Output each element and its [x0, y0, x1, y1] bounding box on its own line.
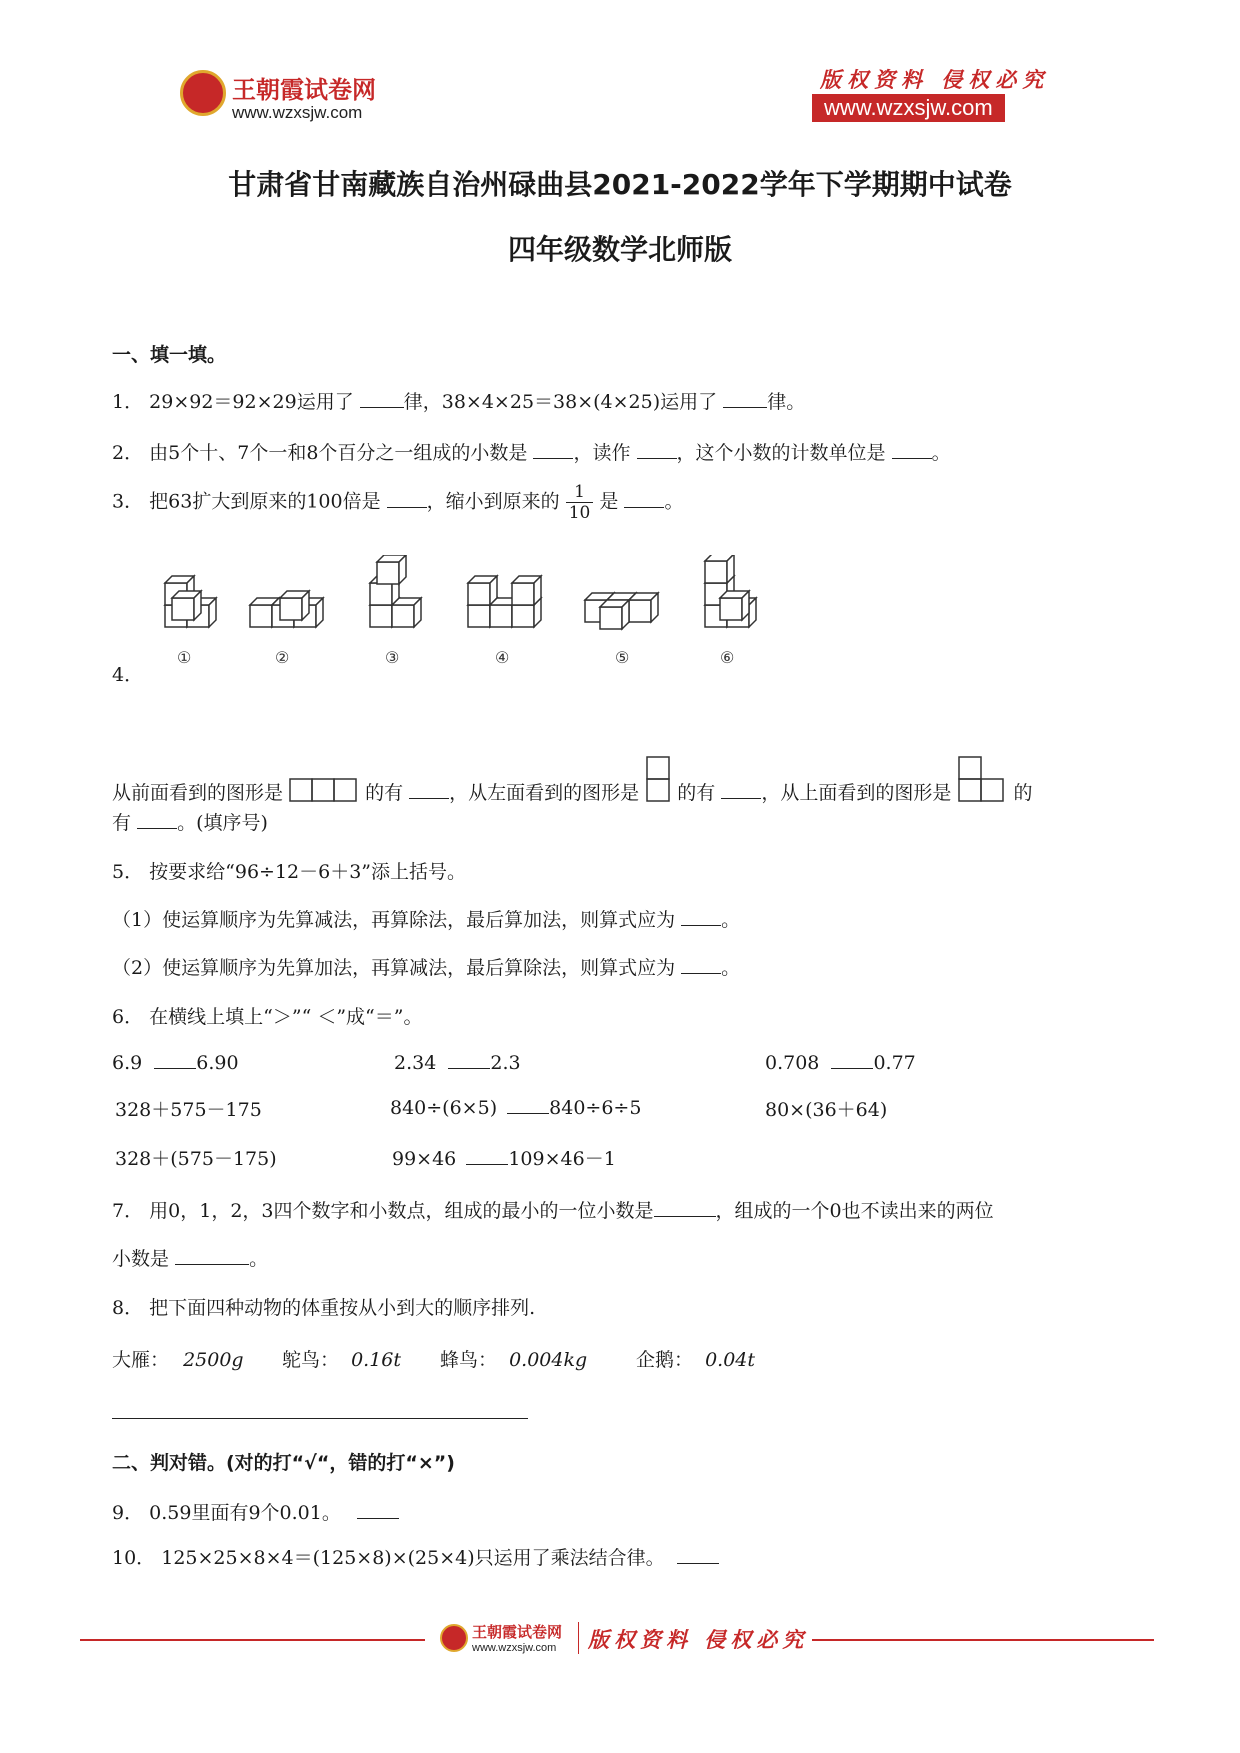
compare-right: 0.77 — [873, 1052, 916, 1074]
footer-logo-icon — [440, 1624, 468, 1652]
answer-blank[interactable] — [681, 907, 721, 926]
answer-blank[interactable] — [721, 780, 761, 799]
figure-label: ⑤ — [615, 648, 630, 667]
compare-left: 6.9 — [112, 1052, 143, 1074]
question-text: 有 — [112, 812, 132, 834]
question-text: 律。 — [767, 391, 806, 413]
question-1 — [112, 387, 805, 414]
copyright-notice: 版权资料 侵权必究 — [820, 67, 1050, 92]
compare-right: 2.3 — [490, 1052, 521, 1074]
animal-name: 鸵鸟： — [282, 1349, 340, 1371]
question-6 — [112, 1002, 422, 1029]
answer-blank[interactable] — [360, 389, 404, 408]
question-2 — [112, 438, 951, 465]
question-text: 小数是 — [112, 1248, 170, 1270]
cube-figure-3 — [370, 555, 421, 627]
compare-item — [392, 1144, 616, 1171]
question-number: 5． — [112, 861, 144, 883]
answer-line[interactable] — [112, 1418, 528, 1419]
answer-blank[interactable] — [409, 780, 449, 799]
question-text: 的有 — [677, 782, 716, 804]
logo-name: 王朝霞试卷网 — [232, 76, 376, 104]
question-text: 的 — [1013, 782, 1033, 804]
exam-subtitle: 四年级数学北师版 — [507, 233, 732, 266]
question-text: ，读作 — [573, 442, 631, 464]
fraction — [566, 482, 594, 523]
answer-blank[interactable] — [154, 1050, 196, 1069]
compare-right: 6.90 — [196, 1052, 239, 1074]
question-text: ，组成的一个0也不读出来的两位 — [715, 1200, 994, 1222]
animal-weight-value: 0.16t — [351, 1349, 402, 1371]
answer-blank[interactable] — [466, 1146, 508, 1165]
question-5-part-1 — [112, 905, 740, 932]
question-text: 。 — [721, 957, 741, 979]
question-text: ，从上面看到的图形是 — [761, 782, 952, 804]
compare-right: 840÷6÷5 — [549, 1097, 642, 1119]
site-logo-icon — [180, 70, 226, 116]
answer-blank[interactable] — [723, 389, 767, 408]
question-text: 。 — [931, 442, 951, 464]
footer-divider-left — [80, 1639, 425, 1641]
top-view-shape — [957, 755, 1007, 803]
question-number: 3． — [112, 490, 144, 513]
question-7-line-1 — [112, 1196, 994, 1223]
figure-label: ④ — [495, 648, 510, 667]
question-text: ，从左面看到的图形是 — [449, 782, 640, 804]
question-number: 6． — [112, 1006, 144, 1028]
question-4-line-1 — [112, 755, 1032, 805]
fraction-numerator: 1 — [566, 482, 594, 503]
compare-expression: 328＋575－175 — [115, 1099, 262, 1121]
compare-item — [390, 1095, 641, 1119]
compare-left: 99×46 — [392, 1148, 457, 1170]
question-text: 。 — [721, 909, 741, 931]
question-7-line-2 — [112, 1244, 268, 1271]
figure-label: ① — [177, 648, 192, 667]
question-text: 。 — [249, 1248, 269, 1270]
animal-weight-value: 0.04t — [705, 1349, 756, 1371]
question-4-line-2 — [112, 808, 268, 835]
cube-figure-1 — [165, 576, 216, 627]
animal-name: 蜂鸟： — [440, 1349, 498, 1371]
question-text: 。(填序号) — [177, 812, 268, 834]
question-text: 律，38×4×25＝38×(4×25)运用了 — [403, 391, 718, 413]
compare-item — [394, 1050, 521, 1074]
section-heading-fill: 一、填一填。 — [112, 344, 227, 366]
figure-label: ③ — [385, 648, 400, 667]
question-text: 125×25×8×4＝(125×8)×(25×4)只运用了乘法结合律。 — [161, 1547, 665, 1569]
animal-name: 大雁： — [112, 1349, 170, 1371]
cube-figure-5 — [585, 593, 658, 629]
question-text: 29×92＝92×29运用了 — [149, 391, 354, 413]
question-text: （1）使运算顺序为先算减法，再算除法，最后算加法，则算式应为 — [112, 909, 676, 931]
question-text: 把下面四种动物的体重按从小到大的顺序排列. — [149, 1297, 536, 1319]
footer-copyright: 版权资料 侵权必究 — [588, 1627, 809, 1652]
answer-blank[interactable] — [175, 1246, 249, 1265]
question-5 — [112, 857, 466, 884]
footer-logo-name: 王朝霞试卷网 — [472, 1623, 563, 1641]
question-number: 4． — [112, 664, 144, 686]
question-text: 的有 — [365, 782, 404, 804]
question-text: 0.59里面有9个0.01。 — [149, 1502, 341, 1524]
animal-name: 企鹅： — [636, 1349, 694, 1371]
question-text: （2）使运算顺序为先算加法，再算减法，最后算除法，则算式应为 — [112, 957, 676, 979]
figure-label: ⑥ — [720, 648, 735, 667]
cube-figures — [135, 555, 775, 670]
question-number: 8． — [112, 1297, 144, 1319]
cube-figure-2 — [250, 591, 323, 627]
question-number: 9． — [112, 1502, 144, 1524]
logo-url[interactable]: www.wzxsjw.com — [232, 103, 363, 122]
question-number: 1． — [112, 391, 144, 413]
footer-divider-right — [812, 1639, 1154, 1641]
animal-weight — [636, 1345, 755, 1372]
answer-blank[interactable] — [681, 955, 721, 974]
answer-blank[interactable] — [357, 1500, 399, 1519]
question-10 — [112, 1543, 719, 1570]
answer-blank[interactable] — [137, 810, 177, 829]
answer-blank[interactable] — [387, 489, 427, 508]
fraction-denominator: 10 — [568, 503, 591, 523]
cube-figure-6 — [705, 555, 756, 627]
question-text: 由5个十、7个一和8个百分之一组成的小数是 — [149, 442, 528, 464]
compare-left: 2.34 — [394, 1052, 437, 1074]
answer-blank[interactable] — [507, 1095, 549, 1114]
answer-blank[interactable] — [533, 440, 573, 459]
animal-weight — [440, 1345, 587, 1372]
exam-title: 甘肃省甘南藏族自治州碌曲县2021-2022学年下学期期中试卷 — [228, 168, 1012, 201]
answer-blank[interactable] — [654, 1198, 716, 1217]
question-number: 7． — [112, 1200, 144, 1222]
compare-expression: 328＋(575－175) — [115, 1148, 277, 1170]
question-9 — [112, 1498, 399, 1525]
question-text: 按要求给“96÷12－6＋3”添上括号。 — [149, 861, 467, 883]
question-text: 在横线上填上“＞”“ ＜”成“＝”。 — [149, 1006, 423, 1028]
question-3 — [112, 482, 683, 523]
cube-figure-4 — [468, 576, 541, 627]
question-text: 。 — [664, 490, 684, 513]
compare-right: 109×46－1 — [508, 1148, 616, 1170]
animal-weight — [112, 1345, 244, 1372]
question-text: 是 — [599, 490, 619, 513]
question-text: 从前面看到的图形是 — [112, 782, 284, 804]
question-number: 10． — [112, 1547, 156, 1569]
question-text: 用0，1，2，3四个数字和小数点，组成的最小的一位小数是 — [149, 1200, 654, 1222]
question-5-part-2 — [112, 953, 740, 980]
animal-weight-value: 0.004kg — [509, 1349, 588, 1371]
question-number: 2． — [112, 442, 144, 464]
left-view-shape — [645, 755, 671, 803]
site-url-banner[interactable]: www.wzxsjw.com — [812, 94, 1005, 122]
answer-blank[interactable] — [637, 440, 677, 459]
compare-left: 840÷(6×5) — [390, 1097, 498, 1119]
front-view-shape — [289, 777, 359, 803]
footer-logo-url[interactable]: www.wzxsjw.com — [472, 1642, 557, 1654]
question-text: ，这个小数的计数单位是 — [676, 442, 886, 464]
question-text: 把63扩大到原来的100倍是 — [149, 490, 381, 513]
question-text: ，缩小到原来的 — [426, 490, 560, 513]
section-heading-judge: 二、判对错。(对的打“√“，错的打“×”) — [112, 1452, 455, 1474]
compare-expression: 80×(36＋64) — [765, 1099, 888, 1121]
answer-blank[interactable] — [448, 1050, 490, 1069]
answer-blank[interactable] — [831, 1050, 873, 1069]
answer-blank[interactable] — [677, 1545, 719, 1564]
animal-weight — [282, 1345, 401, 1372]
animal-weight-value: 2500g — [183, 1349, 244, 1371]
question-8 — [112, 1293, 535, 1320]
figure-label: ② — [275, 648, 290, 667]
compare-item — [112, 1050, 239, 1074]
compare-item — [765, 1050, 916, 1074]
footer-separator — [578, 1622, 579, 1654]
answer-blank[interactable] — [624, 489, 664, 508]
answer-blank[interactable] — [892, 440, 932, 459]
compare-left: 0.708 — [765, 1052, 820, 1074]
